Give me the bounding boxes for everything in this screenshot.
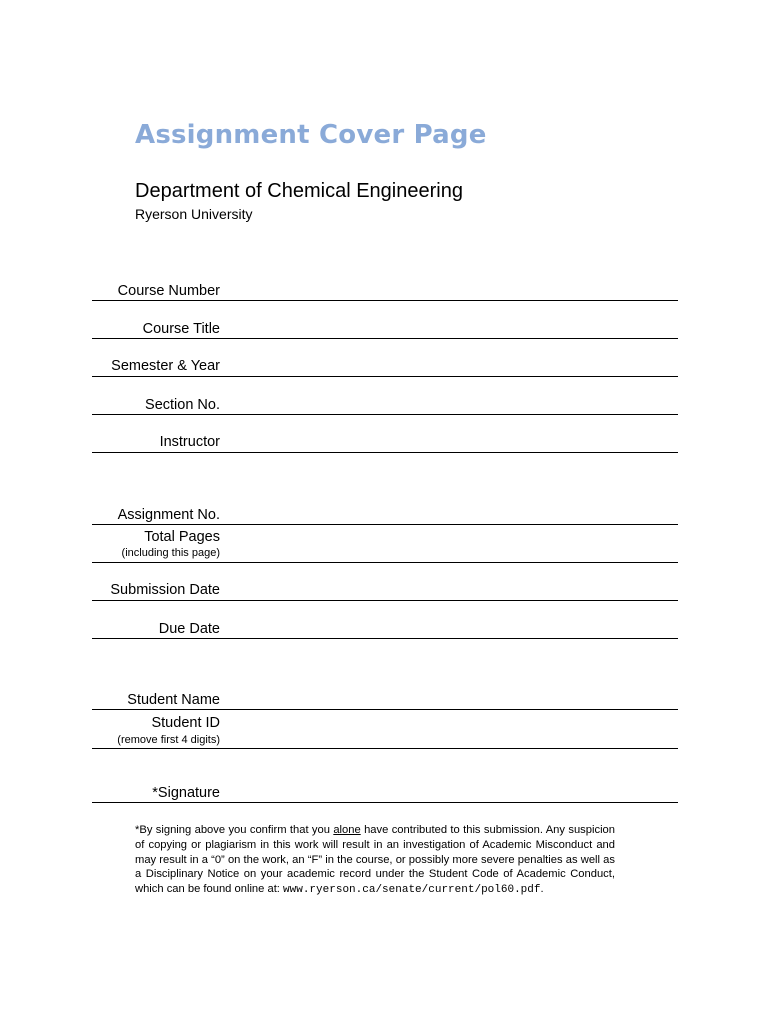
student-name-field[interactable] bbox=[92, 709, 678, 710]
signature-field[interactable] bbox=[92, 802, 678, 803]
semester-year-label: Semester & Year bbox=[111, 358, 220, 374]
course-number-label: Course Number bbox=[117, 283, 220, 299]
assignment-no-field[interactable] bbox=[92, 524, 678, 525]
instructor-field[interactable] bbox=[92, 452, 678, 453]
policy-url-link[interactable]: www.ryerson.ca/senate/current/pol60.pdf bbox=[283, 884, 541, 897]
assignment-no-label: Assignment No. bbox=[117, 507, 220, 523]
footnote-text-start: *By signing above you confirm that you bbox=[135, 824, 334, 836]
department-name: Department of Chemical Engineering bbox=[135, 180, 463, 202]
student-id-note: (remove first 4 digits) bbox=[117, 734, 220, 746]
total-pages-note: (including this page) bbox=[121, 547, 220, 559]
footnote-underlined-word: alone bbox=[333, 824, 361, 836]
footnote-period: . bbox=[540, 883, 544, 896]
semester-year-field[interactable] bbox=[92, 376, 678, 377]
signature-footnote bbox=[135, 823, 615, 898]
total-pages-field[interactable] bbox=[92, 562, 678, 563]
course-title-label: Course Title bbox=[142, 321, 220, 337]
course-number-field[interactable] bbox=[92, 300, 678, 301]
submission-date-field[interactable] bbox=[92, 600, 678, 601]
course-title-field[interactable] bbox=[92, 338, 678, 339]
section-no-field[interactable] bbox=[92, 414, 678, 415]
submission-date-label: Submission Date bbox=[110, 582, 220, 598]
section-no-label: Section No. bbox=[145, 397, 220, 413]
total-pages-label: Total Pages bbox=[144, 529, 220, 545]
student-id-label: Student ID bbox=[151, 715, 220, 731]
instructor-label: Instructor bbox=[159, 434, 220, 450]
university-name: Ryerson University bbox=[135, 206, 253, 222]
student-name-label: Student Name bbox=[127, 692, 220, 708]
page-title: Assignment Cover Page bbox=[135, 120, 487, 150]
due-date-label: Due Date bbox=[158, 621, 220, 637]
due-date-field[interactable] bbox=[92, 638, 678, 639]
student-id-field[interactable] bbox=[92, 748, 678, 749]
signature-label: *Signature bbox=[152, 785, 220, 801]
footnote-text-body: have contributed to this submission. Any suspicion of copying or plagiarism in this work will result in an investigation of Academic Misconduct and may result in a “0” on the work, an “F” in the course, or possibly more severe penalties as well as a Disciplinary Notice on your academic record under the Student Code of Academic Conduct, which can be found online at: bbox=[135, 824, 615, 896]
